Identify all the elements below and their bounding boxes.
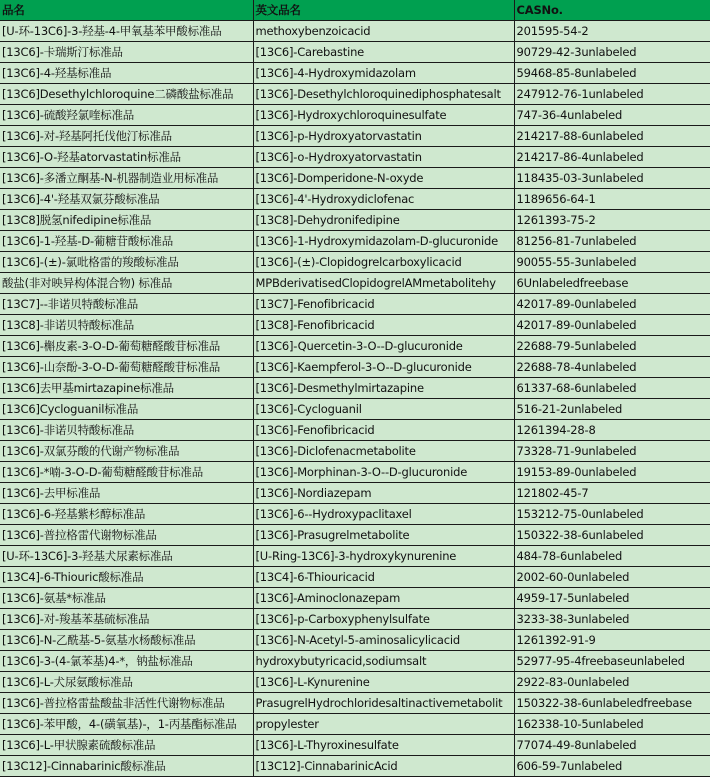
- table-row: [0, 567, 710, 588]
- header-row: [0, 0, 710, 21]
- cell-cas-no[interactable]: 42017-89-0unlabeled: [514, 294, 710, 315]
- cell-product-name[interactable]: [13C6]-6-羟基紫杉醇标准品: [0, 504, 253, 525]
- cell-cas-no[interactable]: 121802-45-7: [514, 483, 710, 504]
- cell-english-name[interactable]: [13C6]-1-Hydroxymidazolam-D-glucuronide: [253, 231, 514, 252]
- table-row: [0, 315, 710, 336]
- cell-product-name[interactable]: [13C6]Desethylchloroquine二磷酸盐标准品: [0, 84, 253, 105]
- table-row: [0, 420, 710, 441]
- cell-english-name[interactable]: [13C6]-Hydroxychloroquinesulfate: [253, 105, 514, 126]
- table-row: [0, 672, 710, 693]
- table-row: [0, 63, 710, 84]
- cell-product-name[interactable]: [13C6]-多潘立酮基-N-机器制造业用标准品: [0, 168, 253, 189]
- cell-english-name[interactable]: methoxybenzoicacid: [253, 21, 514, 42]
- cell-product-name[interactable]: [13C6]-1-羟基-D-葡糖苷酸标准品: [0, 231, 253, 252]
- cell-cas-no[interactable]: 214217-86-4unlabeled: [514, 147, 710, 168]
- cell-english-name[interactable]: [13C6]-Nordiazepam: [253, 483, 514, 504]
- table-row: [0, 168, 710, 189]
- cell-english-name[interactable]: MPBderivatisedClopidogrelAMmetabolitehy: [253, 273, 514, 294]
- cell-product-name[interactable]: [13C6]-卡瑞斯汀标准品: [0, 42, 253, 63]
- cell-product-name[interactable]: [13C6]-*喃-3-O-D-葡萄糖醛酸苷标准品: [0, 462, 253, 483]
- cell-cas-no[interactable]: 214217-88-6unlabeled: [514, 126, 710, 147]
- cell-cas-no[interactable]: 2922-83-0unlabeled: [514, 672, 710, 693]
- table-body: [0, 21, 710, 777]
- cell-english-name[interactable]: [13C6]-Quercetin-3-O--D-glucuronide: [253, 336, 514, 357]
- cell-cas-no[interactable]: 22688-79-5unlabeled: [514, 336, 710, 357]
- table-row: [0, 105, 710, 126]
- header-product-name[interactable]: 品名: [0, 0, 253, 21]
- cell-product-name[interactable]: [13C6]-N-乙酰基-5-氨基水杨酸标准品: [0, 630, 253, 651]
- cell-english-name[interactable]: [13C6]-Morphinan-3-O--D-glucuronide: [253, 462, 514, 483]
- cell-cas-no[interactable]: 153212-75-0unlabeled: [514, 504, 710, 525]
- table-row: [0, 525, 710, 546]
- cell-product-name[interactable]: [13C6]-双氯芬酸的代谢产物标准品: [0, 441, 253, 462]
- cell-product-name[interactable]: [13C6]-4-羟基标准品: [0, 63, 253, 84]
- cell-cas-no[interactable]: 19153-89-0unlabeled: [514, 462, 710, 483]
- cell-product-name[interactable]: [13C6]-苯甲酸，4-(磺氧基)-，1-丙基酯标准品: [0, 714, 253, 735]
- cell-cas-no[interactable]: 73328-71-9unlabeled: [514, 441, 710, 462]
- table-row: [0, 462, 710, 483]
- table-row: [0, 357, 710, 378]
- cell-cas-no[interactable]: 42017-89-0unlabeled: [514, 315, 710, 336]
- cell-product-name[interactable]: [13C6]-硫酸羟氯喹标准品: [0, 105, 253, 126]
- cell-english-name[interactable]: [13C6]-(±)-Clopidogrelcarboxylicacid: [253, 252, 514, 273]
- table-row: [0, 756, 710, 777]
- cell-cas-no[interactable]: 1261394-28-8: [514, 420, 710, 441]
- table-row: [0, 294, 710, 315]
- cell-english-name[interactable]: [13C6]-o-Hydroxyatorvastatin: [253, 147, 514, 168]
- cell-product-name[interactable]: [13C6]去甲基mirtazapine标准品: [0, 378, 253, 399]
- table-row: [0, 84, 710, 105]
- table-row: [0, 21, 710, 42]
- cell-english-name[interactable]: [13C8]-Fenofibricacid: [253, 315, 514, 336]
- table-row: [0, 483, 710, 504]
- cell-cas-no[interactable]: 162338-10-5unlabeled: [514, 714, 710, 735]
- cell-product-name[interactable]: [13C12]-Cinnabarinic酸标准品: [0, 756, 253, 777]
- cell-cas-no[interactable]: 606-59-7unlabeled: [514, 756, 710, 777]
- table-row: [0, 126, 710, 147]
- cell-cas-no[interactable]: 2002-60-0unlabeled: [514, 567, 710, 588]
- cell-product-name[interactable]: [13C6]-O-羟基atorvastatin标准品: [0, 147, 253, 168]
- cell-english-name[interactable]: [13C6]-p-Hydroxyatorvastatin: [253, 126, 514, 147]
- cell-cas-no[interactable]: 747-36-4unlabeled: [514, 105, 710, 126]
- cell-cas-no[interactable]: 59468-85-8unlabeled: [514, 63, 710, 84]
- cell-english-name[interactable]: propylester: [253, 714, 514, 735]
- cell-cas-no[interactable]: 150322-38-6unlabeledfreebase: [514, 693, 710, 714]
- cell-cas-no[interactable]: 90729-42-3unlabeled: [514, 42, 710, 63]
- table-row: [0, 693, 710, 714]
- cell-english-name[interactable]: [13C6]-6--Hydroxypaclitaxel: [253, 504, 514, 525]
- cell-english-name[interactable]: [13C6]-Fenofibricacid: [253, 420, 514, 441]
- cell-english-name[interactable]: [13C6]-Cycloguanil: [253, 399, 514, 420]
- cell-cas-no[interactable]: 201595-54-2: [514, 21, 710, 42]
- table-row: [0, 231, 710, 252]
- table-row: [0, 210, 710, 231]
- cell-product-name[interactable]: [13C6]-氨基*标准品: [0, 588, 253, 609]
- cell-cas-no[interactable]: 81256-81-7unlabeled: [514, 231, 710, 252]
- cell-english-name[interactable]: [13C6]-Prasugrelmetabolite: [253, 525, 514, 546]
- cell-product-name[interactable]: 酸盐(非对映异构体混合物) 标准品: [0, 273, 253, 294]
- cell-product-name[interactable]: [13C6]-4'-羟基双氯芬酸标准品: [0, 189, 253, 210]
- cell-product-name[interactable]: [13C6]-L-犬尿氨酸标准品: [0, 672, 253, 693]
- cell-cas-no[interactable]: 247912-76-1unlabeled: [514, 84, 710, 105]
- cell-english-name[interactable]: PrasugrelHydrochloridesaltinactivemetabolit: [253, 693, 514, 714]
- table-row: [0, 651, 710, 672]
- cell-english-name[interactable]: hydroxybutyricacid,sodiumsalt: [253, 651, 514, 672]
- cell-english-name[interactable]: [13C6]-Desmethylmirtazapine: [253, 378, 514, 399]
- table-row: [0, 378, 710, 399]
- cell-product-name[interactable]: [13C6]-3-(4-氯苯基)4-*，钠盐标准品: [0, 651, 253, 672]
- table-row: [0, 609, 710, 630]
- table-row: [0, 273, 710, 294]
- cell-english-name[interactable]: [13C6]-L-Kynurenine: [253, 672, 514, 693]
- cell-cas-no[interactable]: 484-78-6unlabeled: [514, 546, 710, 567]
- cell-cas-no[interactable]: 1261393-75-2: [514, 210, 710, 231]
- cell-english-name[interactable]: [13C6]-4'-Hydroxydiclofenac: [253, 189, 514, 210]
- cell-english-name[interactable]: [13C6]-L-Thyroxinesulfate: [253, 735, 514, 756]
- cell-cas-no[interactable]: 118435-03-3unlabeled: [514, 168, 710, 189]
- table-row: [0, 630, 710, 651]
- cell-product-name[interactable]: [13C6]-L-甲状腺素硫酸标准品: [0, 735, 253, 756]
- cell-product-name[interactable]: [13C4]-6-Thiouric酸标准品: [0, 567, 253, 588]
- cell-product-name[interactable]: [13C6]-对-羧基苯基硫标准品: [0, 609, 253, 630]
- header-english-name[interactable]: 英文品名: [253, 0, 514, 21]
- cell-english-name[interactable]: [13C6]-Carebastine: [253, 42, 514, 63]
- cell-product-name[interactable]: [13C6]-去甲标准品: [0, 483, 253, 504]
- cell-cas-no[interactable]: 6Unlabeledfreebase: [514, 273, 710, 294]
- table-row: [0, 42, 710, 63]
- cell-product-name[interactable]: [13C6]-山奈酚-3-O-D-葡萄糖醛酸苷标准品: [0, 357, 253, 378]
- cell-product-name[interactable]: [13C7]--非诺贝特酸标准品: [0, 294, 253, 315]
- cell-product-name[interactable]: [13C6]-槲皮素-3-O-D-葡萄糖醛酸苷标准品: [0, 336, 253, 357]
- cell-product-name[interactable]: [13C6]-普拉格雷代谢物标准品: [0, 525, 253, 546]
- cell-english-name[interactable]: [13C6]-N-Acetyl-5-aminosalicylicacid: [253, 630, 514, 651]
- cell-cas-no[interactable]: 61337-68-6unlabeled: [514, 378, 710, 399]
- table-row: [0, 147, 710, 168]
- cell-cas-no[interactable]: 516-21-2unlabeled: [514, 399, 710, 420]
- cell-cas-no[interactable]: 52977-95-4freebaseunlabeled: [514, 651, 710, 672]
- cell-english-name[interactable]: [13C6]-Domperidone-N-oxyde: [253, 168, 514, 189]
- cell-cas-no[interactable]: 77074-49-8unlabeled: [514, 735, 710, 756]
- cell-english-name[interactable]: [13C7]-Fenofibricacid: [253, 294, 514, 315]
- table-row: [0, 336, 710, 357]
- cell-english-name[interactable]: [13C6]-p-Carboxyphenylsulfate: [253, 609, 514, 630]
- header-cas-no[interactable]: CASNo.: [514, 0, 710, 21]
- cell-english-name[interactable]: [13C12]-CinnabarinicAcid: [253, 756, 514, 777]
- cell-product-name[interactable]: [13C6]Cycloguanil标准品: [0, 399, 253, 420]
- table-row: [0, 546, 710, 567]
- table-row: [0, 252, 710, 273]
- table-row: [0, 399, 710, 420]
- table-row: [0, 189, 710, 210]
- cell-english-name[interactable]: [U-Ring-13C6]-3-hydroxykynurenine: [253, 546, 514, 567]
- cell-english-name[interactable]: [13C6]-Aminoclonazepam: [253, 588, 514, 609]
- cell-product-name[interactable]: [U-环-13C6]-3-羟基-4-甲氧基苯甲酸标准品: [0, 21, 253, 42]
- cell-cas-no[interactable]: 22688-78-4unlabeled: [514, 357, 710, 378]
- cell-english-name[interactable]: [13C6]-Diclofenacmetabolite: [253, 441, 514, 462]
- cell-product-name[interactable]: [13C6]-对-羟基阿托伐他汀标准品: [0, 126, 253, 147]
- cell-cas-no[interactable]: 1261392-91-9: [514, 630, 710, 651]
- table-row: [0, 714, 710, 735]
- table-row: [0, 504, 710, 525]
- cell-cas-no[interactable]: 3233-38-3unlabeled: [514, 609, 710, 630]
- table-row: [0, 588, 710, 609]
- cell-english-name[interactable]: [13C6]-4-Hydroxymidazolam: [253, 63, 514, 84]
- cell-cas-no[interactable]: 150322-38-6unlabeled: [514, 525, 710, 546]
- cell-product-name[interactable]: [13C6]-普拉格雷盐酸盐非活性代谢物标准品: [0, 693, 253, 714]
- cell-product-name[interactable]: [U-环-13C6]-3-羟基犬尿素标准品: [0, 546, 253, 567]
- cell-cas-no[interactable]: 1189656-64-1: [514, 189, 710, 210]
- table-row: [0, 441, 710, 462]
- cell-product-name[interactable]: [13C8]脱氢nifedipine标准品: [0, 210, 253, 231]
- cell-product-name[interactable]: [13C8]-非诺贝特酸标准品: [0, 315, 253, 336]
- table-row: [0, 735, 710, 756]
- cell-cas-no[interactable]: 90055-55-3unlabeled: [514, 252, 710, 273]
- cell-english-name[interactable]: [13C8]-Dehydronifedipine: [253, 210, 514, 231]
- cell-product-name[interactable]: [13C6]-(±)-氯吡格雷的羧酸标准品: [0, 252, 253, 273]
- cell-product-name[interactable]: [13C6]-非诺贝特酸标准品: [0, 420, 253, 441]
- cell-english-name[interactable]: [13C6]-Kaempferol-3-O--D-glucuronide: [253, 357, 514, 378]
- cell-english-name[interactable]: [13C6]-Desethylchloroquinediphosphatesalt: [253, 84, 514, 105]
- cell-cas-no[interactable]: 4959-17-5unlabeled: [514, 588, 710, 609]
- cell-english-name[interactable]: [13C4]-6-Thiouricacid: [253, 567, 514, 588]
